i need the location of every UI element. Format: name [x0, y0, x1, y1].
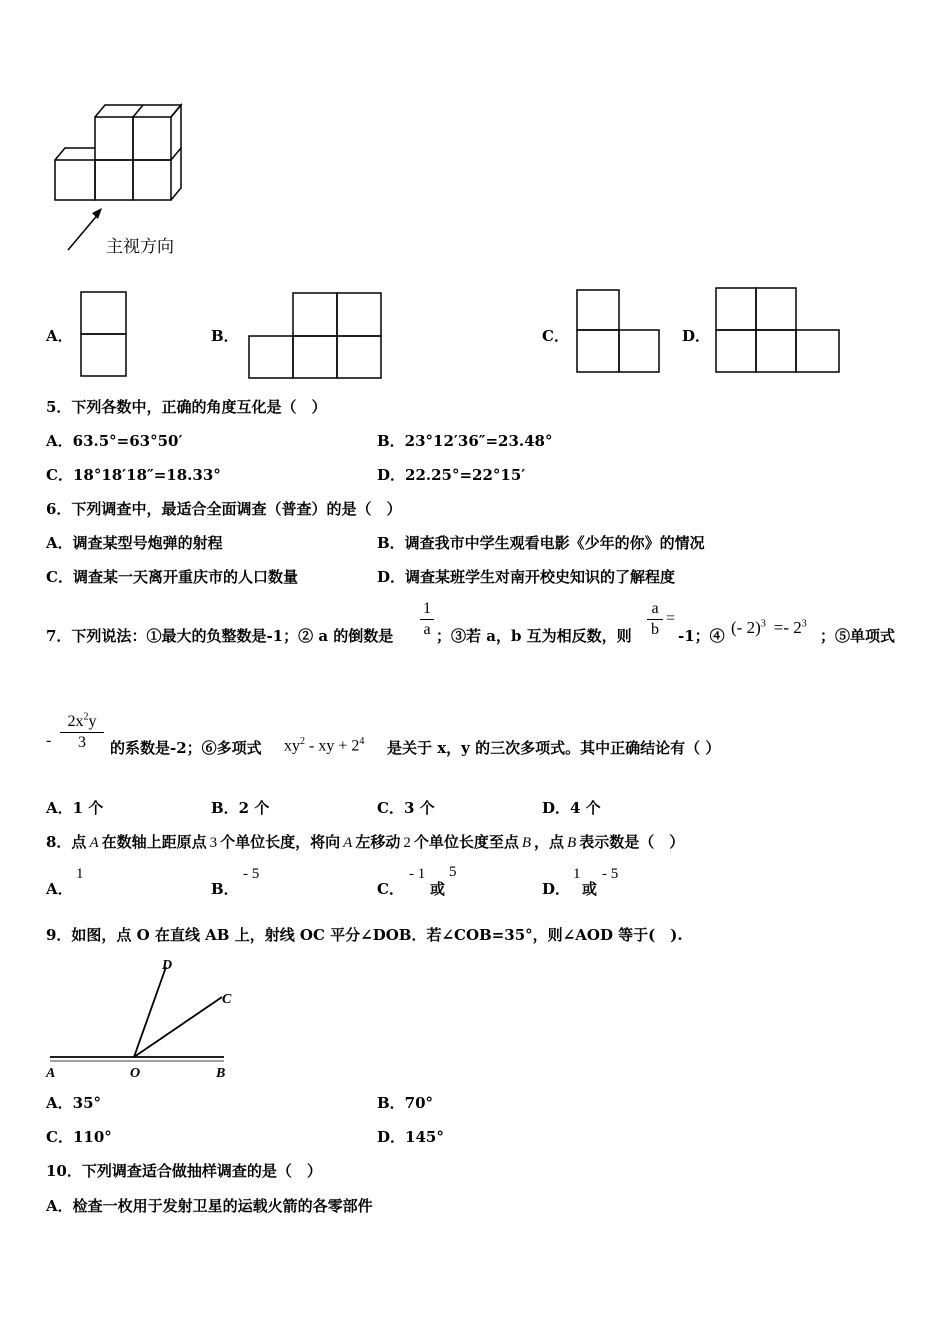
q8-text-5: 个单位长度至点	[413, 833, 519, 851]
q7-poly-b-exp: 4	[359, 736, 365, 747]
q7-negative-sign: -	[46, 732, 52, 749]
cube-stack-figure	[40, 90, 240, 310]
q4-option-b-label: B．	[211, 327, 239, 345]
q7-option-d: D．4 个	[542, 799, 601, 817]
q8-stem	[46, 831, 684, 852]
q8-text-1: 8．点	[46, 833, 87, 851]
q4-option-b-figure	[247, 291, 387, 381]
q7-frac3-num: 2x	[67, 713, 84, 731]
q4-option-d-figure	[714, 286, 844, 376]
q7-power-expression	[731, 618, 807, 638]
q8-option-c-value-1: - 1	[409, 866, 426, 882]
q7-poly-a: xy	[284, 737, 300, 755]
q8-text-7: 表示数是（ ）	[579, 833, 685, 851]
q5-option-b: B．23°12′36″=23.48°	[377, 432, 553, 450]
q8-point-a-2: A	[343, 835, 353, 851]
q8-text-2: 在数轴上距原点	[101, 833, 207, 851]
q4-option-a-label: A．	[46, 327, 73, 345]
q7-option-b: B．2 个	[211, 799, 270, 817]
q6-option-c: C．调查某一天离开重庆市的人口数量	[46, 568, 298, 586]
q7-frac3-num-exp: 2	[83, 712, 89, 723]
q9-option-d: D．145°	[377, 1128, 444, 1146]
label-b: B	[216, 1066, 226, 1081]
q5-option-c: C．18°18′18″=18.33°	[46, 466, 221, 484]
q5-option-d: D．22.25°=22°15′	[377, 466, 526, 484]
q8-option-d-or: 或	[582, 880, 598, 898]
q7-polynomial	[284, 736, 364, 755]
q4-option-c-label: C．	[542, 327, 569, 345]
label-c: C	[222, 992, 232, 1007]
ray-od	[134, 967, 166, 1057]
q8-text-3: 个单位长度，将向	[220, 833, 341, 851]
q6-option-a: A．调查某型号炮弹的射程	[46, 534, 223, 552]
q8-option-d-value-2: - 5	[602, 866, 619, 882]
q7-fraction-a-over-b	[647, 600, 663, 639]
q8-option-c-value-2: 5	[449, 864, 457, 880]
ray-oc	[134, 997, 222, 1057]
q8-number-3: 3	[209, 835, 218, 851]
q8-option-b-label: B．	[211, 880, 239, 898]
q7-fraction-1-over-a	[420, 600, 434, 639]
q4-option-c-figure	[575, 288, 665, 378]
q8-point-b-2: B	[567, 835, 577, 851]
q4-option-d-label: D．	[682, 327, 711, 345]
q7-equals: =	[666, 610, 676, 627]
q7-pow-rhs: =- 2	[773, 618, 802, 637]
q8-option-d-label: D．	[542, 880, 571, 898]
q7-frac1-den: a	[423, 621, 431, 638]
q4-option-a-figure	[79, 290, 129, 380]
q7-frac3-den: 3	[78, 734, 86, 752]
label-a: A	[46, 1066, 56, 1081]
q8-point-b: B	[521, 835, 532, 851]
q9-option-c: C．110°	[46, 1128, 112, 1146]
q7-frac2-num: a	[651, 600, 659, 617]
q7-text-part1: 7．下列说法：①最大的负整数是-1；② a 的倒数是	[46, 627, 394, 645]
q8-option-b-value: - 5	[243, 866, 260, 882]
q7-poly-a-exp: 2	[300, 736, 305, 747]
q8-option-a-label: A．	[46, 880, 73, 898]
q8-option-c-label: C．	[377, 880, 404, 898]
q7-frac3-num-tail: y	[88, 713, 97, 731]
q5-stem: 5．下列各数中，正确的角度互化是（ ）	[46, 398, 327, 416]
q9-option-b: B．70°	[377, 1094, 434, 1112]
q7-frac1-num: 1	[423, 600, 431, 617]
q7-option-a: A．1 个	[46, 799, 104, 817]
q6-stem: 6．下列调查中，最适合全面调查（普查）的是（ ）	[46, 500, 402, 518]
q8-option-c-or: 或	[430, 880, 446, 898]
q8-option-a-value: 1	[76, 866, 84, 882]
q8-point-a: A	[89, 835, 99, 851]
q7-text-part6: 是关于 x，y 的三次多项式。其中正确结论有（ ）	[387, 739, 721, 757]
q6-option-d: D．调查某班学生对南开校史知识的了解程度	[377, 568, 676, 586]
q9-angle-figure	[44, 952, 264, 1082]
q9-stem: 9．如图，点 O 在直线 AB 上，射线 OC 平分∠DOB．若∠COB=35°，则∠AOD 等于( ).	[46, 926, 683, 944]
view-direction-caption: 主视方向	[106, 237, 174, 257]
q10-option-a: A．检查一枚用于发射卫星的运载火箭的各零部件	[46, 1197, 373, 1215]
q7-text-part2: ；③若 a，b 互为相反数，则	[436, 627, 632, 645]
q7-text-part3: -1；④	[678, 627, 725, 645]
q7-option-c: C．3 个	[377, 799, 435, 817]
q7-pow-base: (- 2)	[731, 618, 761, 637]
q7-pow-exp: 3	[760, 618, 766, 630]
q8-text-4: 左移动	[355, 833, 401, 851]
label-d: D	[162, 958, 173, 973]
q5-option-a: A．63.5°=63°50′	[46, 432, 183, 450]
q7-pow-rhs-exp: 3	[801, 618, 807, 630]
q8-text-6: ，点	[534, 833, 565, 851]
q7-text-part4: ；⑤单项式	[820, 627, 896, 645]
q7-frac2-den: b	[651, 621, 659, 638]
q9-option-a: A．35°	[46, 1094, 102, 1112]
q8-option-d-value-1: 1	[573, 866, 581, 882]
q7-text-part5: 的系数是-2；⑥多项式	[110, 739, 262, 757]
q8-number-2: 2	[403, 835, 411, 851]
q7-fraction-monomial	[60, 712, 104, 752]
label-o: O	[130, 1066, 141, 1081]
q10-stem: 10．下列调查适合做抽样调查的是（ ）	[46, 1162, 322, 1180]
q7-poly-b: - xy + 2	[305, 737, 360, 755]
q6-option-b: B．调查我市中学生观看电影《少年的你》的情况	[377, 534, 705, 552]
